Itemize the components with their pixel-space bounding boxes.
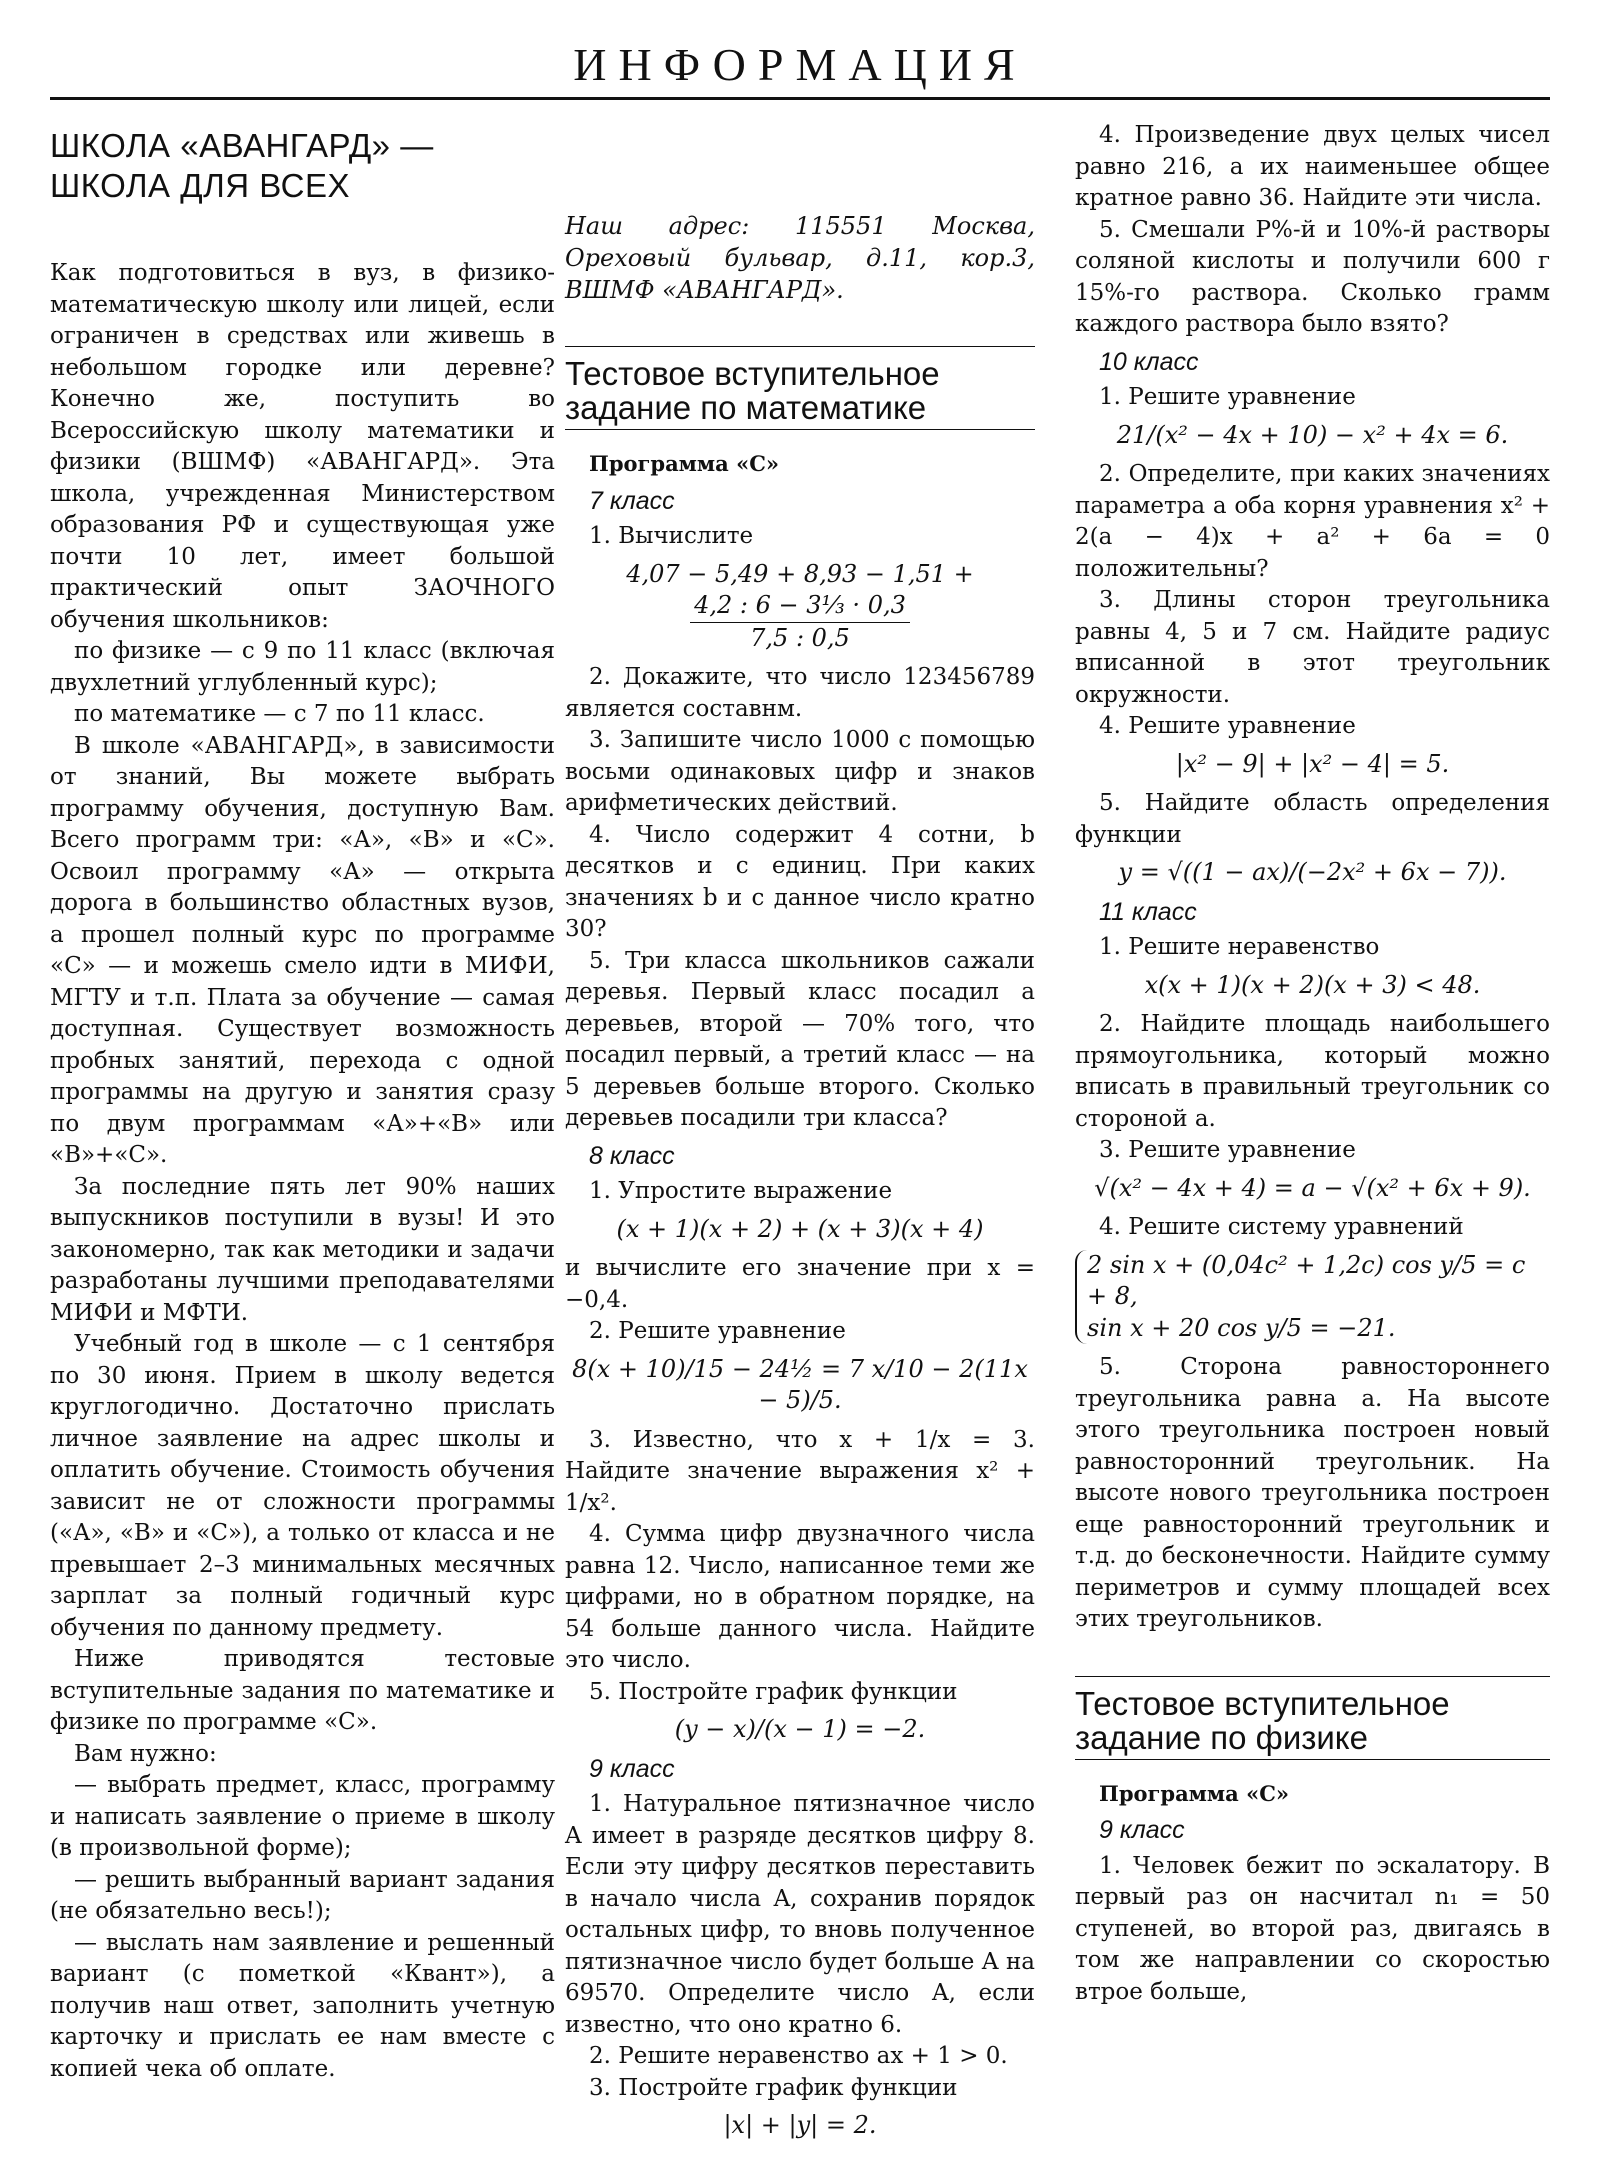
task: 4. Решите систему уравнений [1099, 1214, 1464, 1240]
formula: 8(x + 10)/15 − 24½ = 7 x/10 − 2(11x − 5)/5. [572, 1354, 1028, 1414]
task: 3. Постройте график функции [589, 2074, 958, 2101]
task: 2. Решите неравенство ax + 1 > 0. [589, 2043, 1008, 2069]
task: 4. Сумма цифр двузначного числа равна 12. Число, написанное теми же цифрами, но в обратном порядке, на 54 больше данного числа. Найдите это число. [565, 1521, 1035, 1673]
physics-program-label: Программа «С» [1099, 1780, 1290, 1806]
grade-9-label: 9 класс [589, 1754, 675, 1783]
system-equation: 2 sin x + (0,04c² + 1,2c) cos y/5 = c + 8, [1087, 1250, 1526, 1310]
task: 2. Найдите площадь наибольшего прямоугольника, который можно вписать в правильный треугольник со стороной a. [1075, 1011, 1550, 1132]
task: 3. Запишите число 1000 с помощью восьми одинаковых цифр и знаков арифметических действий. [565, 727, 1035, 816]
fraction [690, 590, 910, 654]
equation-system [1075, 1250, 1550, 1345]
formula: (x + 1)(x + 2) + (x + 3)(x + 4) [616, 1214, 984, 1243]
column-1 [50, 120, 555, 2085]
school-address: Наш адрес: 115551 Москва, Ореховый бульвар, д.11, кор.3, ВШМФ «АВАНГАРД». [565, 212, 1035, 304]
task: 3. Длины сторон треугольника равны 4, 5 и 7 см. Найдите радиус вписанной в этот треугольник окружности. [1075, 587, 1550, 708]
column-2 [565, 120, 1035, 2150]
school-paragraph: Как подготовиться в вуз, в физико-математическую школу или лицей, если ограничен в средствах или живешь в небольшом городке или деревне? Конечно же, поступить во Всероссийскую школу математики и физики (ВШМФ) «АВАНГАРД». Эта школа, учрежденная Министерством образования РФ и существующая уже почти 10 лет, имеет большой практический опыт ЗАОЧНОГО обучения школьников: [50, 260, 555, 633]
task: 4. Произведение двух целых чисел равно 216, а их наименьшее общее кратное равно 36. Найдите эти числа. [1075, 122, 1550, 211]
formula: |x² − 9| + |x² − 4| = 5. [1175, 749, 1450, 778]
school-paragraph: по физике — с 9 по 11 класс (включая двухлетний углубленный курс); [50, 638, 555, 696]
school-paragraph: — выслать нам заявление и решенный вариант (с пометкой «Квант»), а получив наш ответ, заполнить учетную карточку и прислать ее нам вместе с копией чека об оплате. [50, 1929, 555, 2082]
school-title: ШКОЛА «АВАНГАРД» — ШКОЛА ДЛЯ ВСЕХ [50, 127, 434, 204]
school-paragraph: Вам нужно: [74, 1740, 217, 1767]
formula: y = √((1 − ax)/(−2x² + 6x − 7)). [1118, 858, 1507, 886]
math-section-title: Тестовое вступительное задание по математике [565, 346, 1035, 430]
task: 5. Три класса школьников сажали деревья. Первый класс посадил a деревьев, второй — 70% того, что посадил первый, а третий класс — на 5 деревьев больше второго. Сколько деревьев посадили три класса? [565, 947, 1035, 1131]
school-paragraph: Учебный год в школе — с 1 сентября по 30 июня. Прием в школу ведется круглогодично. Достаточно прислать личное заявление на адрес школы и оплатить обучение. Стоимость обучения зависит не от сложности программы («А», «В» и «С»), а только от класса и не превышает 2–3 минимальных месячных зарплат за полный годичный курс обучения по данному предмету. [50, 1331, 555, 1641]
formula: √(x² − 4x + 4) = a − √(x² + 6x + 9). [1094, 1173, 1531, 1202]
header-rule [50, 97, 1550, 100]
task: 3. Известно, что x + 1/x = 3. Найдите значение выражения x² + 1/x². [565, 1426, 1035, 1516]
school-paragraph: За последние пять лет 90% наших выпускников поступили в вузы! И это закономерно, так как методики и задачи разработаны лучшими преподавателями МИФИ и МФТИ. [50, 1173, 555, 1326]
task: 1. Человек бежит по эскалатору. В первый раз он насчитал n₁ = 50 ступеней, во второй раз, двигаясь в том же направлении со скоростью втрое больше, [1075, 1852, 1550, 2005]
task: 2. Определите, при каких значениях параметра a оба корня уравнения x² + 2(a − 4)x + a² + 6a = 0 положительны? [1075, 461, 1550, 582]
page-header: ИНФОРМАЦИЯ [573, 39, 1027, 90]
task-continuation: и вычислите его значение при x = −0,4. [565, 1255, 1035, 1313]
formula-system [1075, 1250, 1550, 1345]
school-paragraph: — решить выбранный вариант задания (не обязательно весь!); [50, 1866, 555, 1924]
formula [565, 559, 1035, 655]
task: 5. Найдите область определения функции [1075, 790, 1550, 848]
task: 5. Сторона равностороннего треугольника равна a. На высоте этого треугольника построен новый равносторонний треугольник. На высоте нового треугольника построен еще равносторонний треугольник и т.д. до бесконечности. Найдите сумму периметров и сумму площадей всех этих треугольников. [1075, 1354, 1550, 1632]
system-equation: sin x + 20 cos y/5 = −21. [1087, 1313, 1396, 1342]
task: 3. Решите уравнение [1099, 1137, 1356, 1163]
task: 1. Решите уравнение [1099, 384, 1356, 410]
task: 5. Смешали P%-й и 10%-й растворы соляной кислоты и получили 600 г 15%-го раствора. Сколько грамм каждого раствора было взято? [1075, 216, 1550, 337]
school-paragraph: Ниже приводятся тестовые вступительные задания по математике и физике по программе «С». [50, 1646, 555, 1735]
school-paragraph: по математике — с 7 по 11 класс. [74, 701, 485, 727]
task: 2. Решите уравнение [589, 1318, 846, 1344]
fraction-denominator: 7,5 : 0,5 [690, 622, 910, 655]
formula: |x| + |y| = 2. [723, 2111, 877, 2139]
column-3 [1075, 120, 1550, 2008]
task: 5. Постройте график функции [589, 1678, 958, 1705]
task: 4. Решите уравнение [1099, 713, 1356, 739]
grade-10-label: 10 класс [1099, 347, 1199, 376]
fraction-numerator: 4,2 : 6 − 3⅓ · 0,3 [694, 591, 906, 619]
task: 1. Упростите выражение [589, 1178, 893, 1204]
grade-11-label: 11 класс [1099, 897, 1197, 926]
formula: (y − x)/(x − 1) = −2. [674, 1715, 926, 1743]
formula-part: 4,07 − 5,49 + 8,93 − 1,51 + [626, 559, 974, 588]
task: 1. Решите неравенство [1099, 934, 1380, 960]
grade-8-label: 8 класс [589, 1141, 675, 1170]
formula: 21/(x² − 4x + 10) − x² + 4x = 6. [1116, 420, 1509, 449]
school-paragraph: — выбрать предмет, класс, программу и написать заявление о приеме в школу (в произвольной форме); [50, 1772, 555, 1861]
task: 1. Вычислите [589, 523, 754, 549]
formula: x(x + 1)(x + 2)(x + 3) < 48. [1144, 970, 1481, 999]
physics-section-title: Тестовое вступительное задание по физике [1075, 1676, 1550, 1760]
task: 4. Число содержит 4 сотни, b десятков и c единиц. При каких значениях b и c данное число кратно 30? [565, 821, 1035, 942]
math-program-label: Программа «С» [589, 451, 780, 476]
grade-7-label: 7 класс [589, 486, 675, 515]
physics-grade-9-label: 9 класс [1099, 1816, 1185, 1844]
task: 2. Докажите, что число 123456789 является составнм. [565, 664, 1035, 722]
school-paragraph: В школе «АВАНГАРД», в зависимости от знаний, Вы можете выбрать программу обучения, доступную Вам. Всего программ три: «А», «В» и «С». Освоил программу «А» — открыта дорога в большинство областных вузов, а прошел полный курс по программе «С» — и можешь смело идти в МИФИ, МГТУ и т.п. Плата за обучение — самая доступная. Существует возможность пробных занятий, перехода с одной программы на другую и занятия сразу по двум программам «А»+«В» или «В»+«С». [50, 732, 555, 1168]
task: 1. Натуральное пятизначное число A имеет в разряде десятков цифру 8. Если эту цифру десятков переставить в начало числа A, сохранив порядок остальных цифр, то вновь полученное пятизначное число будет больше A на 69570. Определите число A, если известно, что оно кратно 6. [565, 1791, 1035, 2038]
